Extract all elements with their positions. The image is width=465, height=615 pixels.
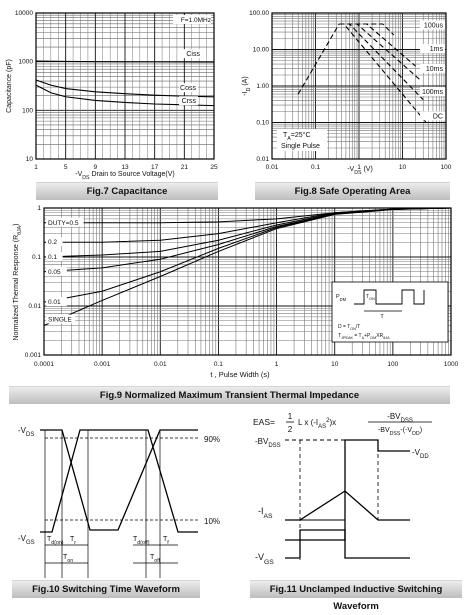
fig8-series-label: 100us: [423, 22, 443, 30]
fig7-xtick-label: 17: [151, 164, 159, 171]
fig7-xtick-label: 5: [63, 164, 68, 171]
fig8-xtick-label: 0.01: [265, 164, 279, 171]
fig9-xtick-label: 1: [274, 361, 279, 368]
fig11-eas-lhs: EAS=: [253, 417, 275, 427]
fig11-ias-label: $-I_{AS}$: [258, 506, 273, 520]
fig11-vdd-label: $-V_{DD}$: [412, 448, 429, 460]
fig11-vgs-waveform: [285, 530, 410, 558]
fig8-ytick-label: 0.10: [256, 119, 269, 127]
fig9-inset-ton: $T_{ON}$: [366, 294, 375, 301]
fig8-series-label: 1ms: [429, 46, 443, 54]
fig8-ytick-label: 1.00: [256, 83, 269, 90]
fig9-inset-pdm: $P_{DM}$: [336, 294, 347, 302]
fig9-series-label: 0.2: [48, 239, 58, 247]
fig7-series-label: Coss: [180, 85, 196, 93]
fig10-vgs-waveform: [40, 430, 198, 532]
fig10-90pct-label: 90%: [204, 435, 221, 444]
fig11-eas-denominator: $-BV_{DSS}-(-V_{DD})$: [377, 427, 423, 437]
fig7-ytick-label: 10000: [14, 10, 33, 17]
fig9-series-label: 0.01: [48, 299, 61, 307]
fig9-xtick-label: 1000: [443, 361, 459, 368]
fig11-eas-middle: L x $(-I_{AS}^2)x$: [298, 418, 337, 430]
fig7-ytick-label: 1000: [18, 58, 33, 66]
fig8-x-axis-label: $-V_{DS}$ (V): [347, 166, 373, 176]
fig7-y-axis-label: Capacitance (pF): [6, 59, 13, 113]
fig9-xtick-label: 0.0001: [34, 361, 54, 368]
fig8-caption: Fig.8 Safe Operating Area: [255, 182, 450, 200]
fig7-series-label: Crss: [181, 98, 196, 106]
fig11-eas-half-numerator: 1: [287, 412, 293, 421]
fig7-xtick-label: 13: [121, 164, 129, 171]
fig8-annotation-temp: $T_A=25^\circ C$: [283, 132, 311, 142]
fig7-xtick-label: 9: [93, 164, 98, 171]
fig9-ytick-label: 0.001: [24, 352, 41, 359]
fig10-toff-label: $T_{off}$: [150, 554, 161, 564]
fig11-bvdss-label: $-BV_{DSS}$: [255, 437, 281, 449]
fig11-eas-numerator: $-BV_{DSS}$: [387, 412, 413, 424]
fig8-series-label: 10ms: [425, 65, 443, 73]
fig10-vgs-label: $-V_{GS}$: [18, 534, 35, 546]
fig8-xtick-label: 0.1: [310, 164, 321, 171]
fig9-xtick-label: 0.001: [94, 361, 111, 368]
fig9-ytick-label: 0.01: [28, 303, 41, 310]
fig9-series-label: 0.1: [48, 254, 58, 261]
fig10-tf-label: $T_f$: [163, 536, 169, 546]
fig9-x-axis-label: t , Pulse Width (s): [210, 370, 270, 379]
fig7-series-label: Ciss: [186, 51, 200, 59]
fig9-inset-tj-eq: $T_{JPEAK} = T_A+P_{DM}XR_{\theta JA}$: [338, 333, 390, 340]
fig9-inset-t: T: [380, 314, 384, 320]
fig8-annotation-pulse: Single Pulse: [281, 143, 320, 150]
fig9-inset-duty-eq: $D = T_{ON}/T$: [338, 324, 361, 331]
fig9-series-label: SINGLE: [48, 316, 72, 324]
fig9-xtick-label: 0.01: [153, 361, 167, 368]
fig8-ytick-label: 10.00: [252, 46, 269, 54]
fig7-xtick-label: 21: [180, 164, 188, 171]
fig9-series-label: 0.05: [48, 268, 61, 276]
fig8-ytick-label: 0.01: [256, 156, 269, 163]
fig8-series-label: DC: [432, 113, 443, 121]
fig7-ytick-label: 10: [25, 156, 33, 163]
fig10-vds-waveform: [40, 430, 198, 530]
fig8-ytick-label: 100.00: [249, 10, 269, 17]
fig9-xtick-label: 100: [387, 361, 399, 368]
fig9-ytick-label: 0.1: [31, 254, 41, 261]
fig11-vds-waveform: [285, 440, 410, 540]
fig11-eas-half-denominator: 2: [287, 425, 293, 434]
fig8-series-label: 100ms: [421, 89, 443, 97]
fig8-xtick-label: 1: [357, 164, 361, 171]
fig10-10pct-label: 10%: [204, 517, 221, 526]
fig7-xtick-label: 1: [34, 164, 38, 171]
fig9-y-axis-label: Normalized Thermal Response $(R_{\theta JA})$: [13, 223, 23, 341]
fig9-caption: Fig.9 Normalized Maximum Transient Thermal Impedance: [9, 386, 450, 404]
fig7-ytick-label: 100: [22, 107, 33, 115]
fig7-x-axis-label: $-V_{DS}$ Drain to Source Voltage(V): [75, 171, 175, 181]
fig9-series-label: DUTY=0.5: [48, 219, 79, 227]
fig11-caption: Fig.11 Unclamped Inductive Switching Waveform: [250, 580, 462, 598]
fig8-xtick-label: 100: [440, 164, 452, 171]
fig8-xtick-label: 10: [398, 164, 407, 171]
fig10-caption: Fig.10 Switching Time Waveform: [12, 580, 200, 598]
fig9-xtick-label: 0.1: [213, 361, 223, 368]
fig7-caption: Fig.7 Capacitance: [36, 182, 218, 200]
fig7-xtick-label: 25: [210, 164, 218, 171]
fig11-vgs-label: $-V_{GS}$: [255, 552, 274, 566]
fig10-tr-label: $T_r$: [70, 536, 77, 546]
fig9-ytick-label: 1: [37, 205, 41, 212]
fig7-annotation: F=1.0MHz: [180, 17, 211, 24]
fig11-ias-waveform: [285, 491, 410, 520]
fig10-vds-label: $-V_{DS}$: [18, 426, 35, 438]
fig8-y-axis-label: $-I_D$ (A): [242, 76, 252, 96]
fig9-xtick-label: 10: [331, 361, 339, 368]
fig9-inset-box: [332, 282, 448, 342]
fig10-tdon-label: $T_{d(on)}$: [47, 536, 64, 546]
fig10-tdoff-label: $T_{d(off)}$: [133, 536, 150, 546]
fig10-ton-label: $T_{on}$: [63, 554, 74, 564]
